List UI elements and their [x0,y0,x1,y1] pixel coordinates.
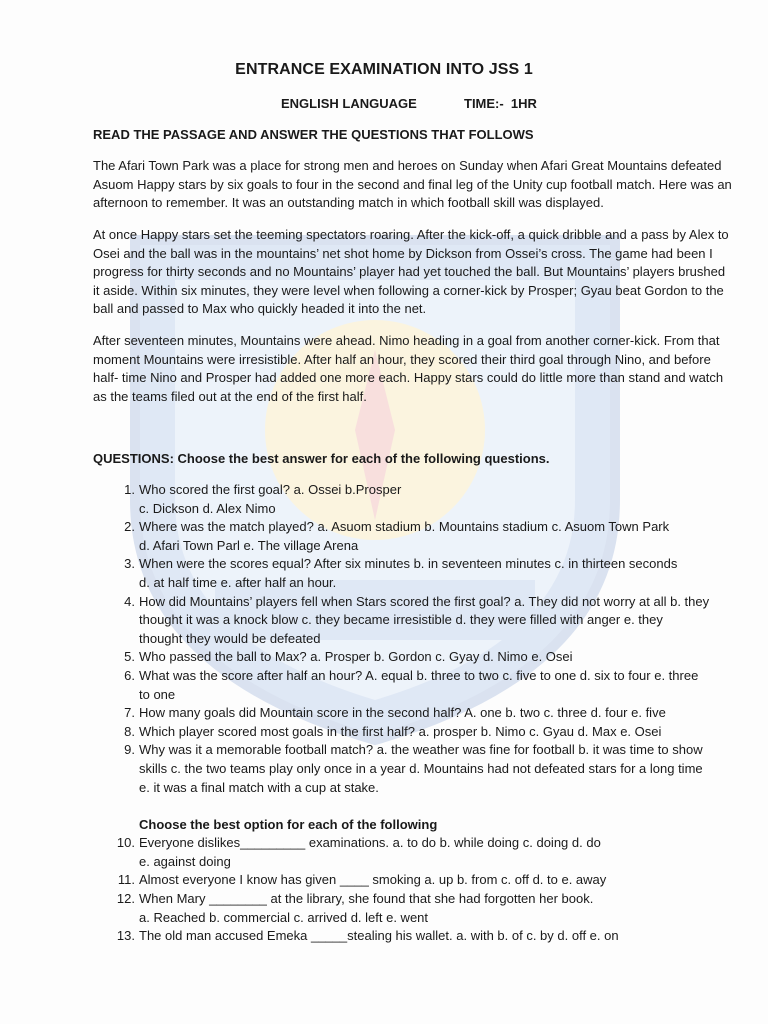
question-text-line: Everyone dislikes_________ examinations. a. to do b. while doing c. doing d. do [139,835,601,851]
question-text-line: c. Dickson d. Alex Nimo [139,500,276,516]
question-text-line: Which player scored most goals in the first half? a. prosper b. Nimo c. Gyau d. Max e. Osei [139,723,662,739]
question-text-line: thought they would be defeated [139,630,321,646]
question-text-line: What was the score after half an hour? A. equal b. three to two c. five to one d. six to four e. three [139,667,699,683]
question-text-line: to one [139,686,176,702]
question-number: 10. [116,835,135,851]
question-text-line: skills c. the two teams play only once in a year d. Mountains had not defeated stars for a long time [139,760,703,776]
question-item [93,518,733,555]
question-text-line: d. at half time e. after half an hour. [139,574,337,590]
question-number: 5. [124,649,135,665]
question-number: 7. [124,705,135,721]
question-text-line: e. against doing [139,853,231,869]
question-text-line: d. Afari Town Parl e. The village Arena [139,537,359,553]
question-item [93,871,733,890]
question-number: 6. [124,667,135,683]
question-text-line: How did Mountains’ players fell when Stars scored the first goal? a. They did not worry at all b. they [139,593,710,609]
question-text-line: The old man accused Emeka _____stealing his wallet. a. with b. of c. by d. off e. on [139,928,619,944]
question-number: 9. [124,742,135,758]
question-item [93,741,733,797]
question-text-line: thought it was a knock blow c. they became irresistible d. they were filled with anger e. they [139,612,663,628]
question-item [93,927,733,946]
question-text-line: When Mary ________ at the library, she found that she had forgotten her book. [139,891,594,907]
subject-label: ENGLISH LANGUAGE [281,96,417,111]
question-text-line: Why was it a memorable football match? a. the weather was fine for football b. it was time to show [139,742,703,758]
exam-title: ENTRANCE EXAMINATION INTO JSS 1 [235,61,533,78]
question-text-line: Who scored the first goal? a. Ossei b.Prosper [139,482,402,497]
passage-paragraph: At once Happy stars set the teeming spectators roaring. After the kick-off, a quick dribble and a pass by Alex to Osei and the ball was in the mountains’ net shot home by Dickson from Ossei’s cross. The game had been I progress for thirty seconds and no Mountains’ player had yet touched the ball. But Mountains’ players brushed it aside. Within six minutes, they were level when following a corner-kick by Prosper; Gyau beat Gordon to the ball and passed to Max who quickly headed it into the net. [93,227,729,316]
question-number: 12. [116,891,135,907]
question-item [93,648,733,667]
question-text-line: When were the scores equal? After six minutes b. in seventeen minutes c. in thirteen seconds [139,556,678,572]
passage-paragraph: After seventeen minutes, Mountains were ahead. Nimo heading in a goal from another corner-kick. From that moment Mountains were irresistible. After half an hour, they scored their third goal through Nino, and before half- time Nino and Prosper had added one more each. Happy stars could do little more than stand and watch as the teams filed out at the end of the first half. [93,333,724,404]
question-number: 3. [124,556,135,572]
question-text-line: e. it was a final match with a cup at stake. [139,779,379,795]
question-text-line: Where was the match played? a. Asuom stadium b. Mountains stadium c. Asuom Town Park [139,519,670,535]
question-text-line: How many goals did Mountain score in the second half? A. one b. two c. three d. four e. five [139,705,666,721]
passage-instruction: READ THE PASSAGE AND ANSWER THE QUESTIONS THAT FOLLOWS [93,127,534,142]
section-heading: Choose the best option for each of the following [139,816,438,832]
question-item [93,593,733,649]
questions-heading: QUESTIONS: Choose the best answer for each of the following questions. [93,451,550,466]
question-list [93,481,733,946]
question-number: 11. [117,872,135,888]
question-number: 1. [124,482,135,497]
question-number: 4. [124,593,135,609]
question-item [93,481,733,518]
question-item [93,890,733,927]
question-number: 8. [124,723,135,739]
question-item [93,834,733,871]
time-label: TIME:- 1HR [464,96,537,111]
question-item [93,704,733,723]
question-number: 2. [124,519,135,535]
passage-paragraph: The Afari Town Park was a place for strong men and heroes on Sunday when Afari Great Mountains defeated Asuom Happy stars by six goals to four in the second and final leg of the Unity cup football match. Here was an afternoon to remember. It was an outstanding match in which football skill was displayed. [93,158,732,210]
question-item [93,667,733,704]
question-text-line: Who passed the ball to Max? a. Prosper b. Gordon c. Gyay d. Nimo e. Osei [139,649,573,665]
question-item [93,555,733,592]
question-text-line: a. Reached b. commercial c. arrived d. left e. went [139,909,429,925]
question-number: 13. [116,928,135,944]
question-text-line: Almost everyone I know has given ____ smoking a. up b. from c. off d. to e. away [139,872,607,888]
question-item [93,723,733,742]
